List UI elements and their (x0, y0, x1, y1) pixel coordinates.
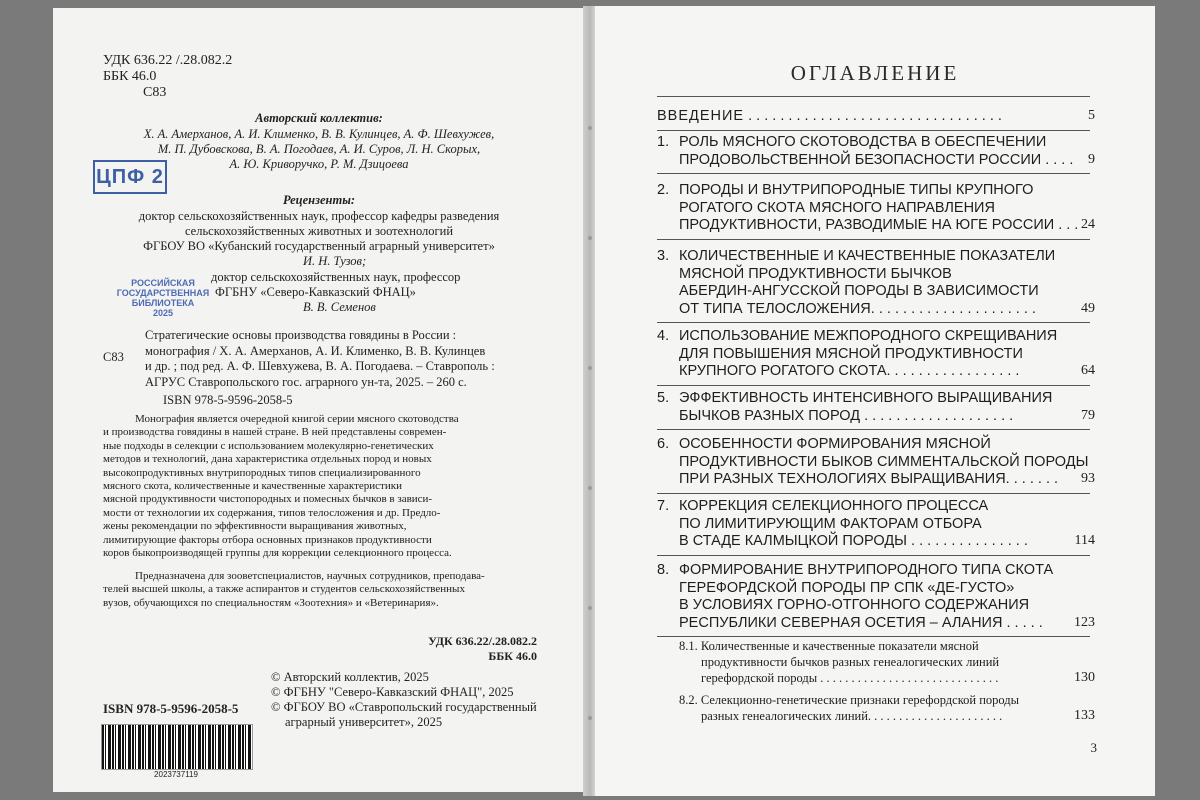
toc-entry-line: ПРОДУКТИВНОСТИ, РАЗВОДИМЫЕ НА ЮГЕ РОССИИ . . . (679, 217, 1079, 233)
toc-title: ОГЛАВЛЕНИЕ (790, 61, 960, 85)
toc-entry-line: ПРОДОВОЛЬСТВЕННОЙ БЕЗОПАСНОСТИ РОССИИ . . . . (679, 151, 1074, 168)
toc-subentry-line: 8.1. Количественные и качественные показатели мясной (679, 639, 979, 653)
bibliographic-record: Стратегические основы производства говядины в России : монография / Х. А. Амерханов, А. И. Клименко, В. В. Кулинцев и др. ; под ред. А. Ф. Шевхужева, В. А. Погодаева. – Ставрополь : АГРУС Ставропольского гос. аграрного ун-та, 2025. – 260 с. (145, 328, 495, 389)
toc-page: 79 (1081, 407, 1095, 423)
toc-entry-line: БЫЧКОВ РАЗНЫХ ПОРОД . . . . . . . . . . . . . . . . . . . (679, 407, 1014, 424)
toc-page: 114 (1074, 533, 1095, 548)
right-page (595, 6, 1155, 796)
toc-subentry-line: продуктивности бычков разных генеалогических линий (701, 655, 1000, 669)
section-rule (657, 493, 1090, 494)
toc-entry-line: В УСЛОВИЯХ ГОРНО-ОТГОННОГО СОДЕРЖАНИЯ (679, 597, 1030, 613)
reviewer-name: В. В. Семенов (303, 300, 376, 314)
reviewer-line: доктор сельскохозяйственных наук, профессор (211, 270, 461, 284)
toc-entry-line: ПО ЛИМИТИРУЮЩИМ ФАКТОРАМ ОТБОРА (679, 515, 982, 532)
isbn-line: ISBN 978-5-9596-2058-5 (163, 393, 293, 407)
reviewer-line: доктор сельскохозяйственных наук, профессор кафедры разведения (138, 209, 500, 223)
toc-subentry-line: герефордской породы . . . . . . . . . . . . . . . . . . . . . . . . . . . . . (701, 671, 999, 685)
section-rule (657, 429, 1090, 430)
toc-entry-line: ДЛЯ ПОВЫШЕНИЯ МЯСНОЙ ПРОДУКТИВНОСТИ (679, 345, 1023, 362)
toc-page: 9 (1088, 151, 1095, 167)
toc-entry (657, 328, 1097, 381)
toc-page: 130 (1074, 670, 1095, 685)
bbk-code: ББК 46.0 (103, 69, 157, 84)
copyright-block: © Авторский коллектив, 2025 © ФГБНУ "Северо-Кавказский ФНАЦ", 2025 © ФГБОУ ВО «Ставропольский государственный аграрный университет», 2025 (271, 670, 537, 729)
toc-entry (657, 390, 1097, 425)
toc-entry (657, 498, 1097, 551)
section-rule (657, 239, 1090, 240)
toc-entry-line: КОЛИЧЕСТВЕННЫЕ И КАЧЕСТВЕННЫЕ ПОКАЗАТЕЛИ (679, 248, 1056, 264)
reviewer-line: ФГБНУ «Северо-Кавказский ФНАЦ» (215, 285, 416, 299)
toc-entry-line: РОГАТОГО СКОТА МЯСНОГО НАПРАВЛЕНИЯ (679, 199, 995, 216)
barcode-number: 2023737119 (154, 770, 198, 779)
page-number: 3 (1090, 740, 1097, 755)
author-mark: С83 (143, 85, 167, 100)
toc-page: 133 (1074, 708, 1095, 723)
toc-entry-number: 8. (657, 562, 670, 578)
toc-entry-line: ФОРМИРОВАНИЕ ВНУТРИПОРОДНОГО ТИПА СКОТА (679, 562, 1054, 578)
authors-heading: Авторский коллектив: (255, 111, 383, 125)
toc-entry-line: РОЛЬ МЯСНОГО СКОТОВОДСТВА В ОБЕСПЕЧЕНИИ (679, 134, 1047, 150)
toc-entry (657, 182, 1097, 235)
bbk-bottom: ББК 46.0 (488, 649, 537, 663)
reviewers-heading: Рецензенты: (282, 193, 356, 207)
section-rule (657, 636, 1090, 637)
toc-subentry (679, 692, 1099, 724)
authors-line: Х. А. Амерханов, А. И. Клименко, В. В. Кулинцев, А. Ф. Шевхужев, (143, 127, 495, 141)
abstract: Монография является очередной книгой серии мясного скотоводства и производства говядины в нашей стране. В ней представлены современ- ные подходы в селекции с использованием молекулярно-генетических методов и технологий, дана характеристика отдельных пород и новых высокопродуктивных внутрипородных типов специализированного мясного скота, количественные и качественные характеристики мясной продуктивности чистопородных и помесных бычков в зависи- мости от технологии их содержания, типов телосложения и др. Предло- жены рекомендации по эффективности выращивания животных, лимитирующие факторы отбора основных признаков продуктивности коров быкопроизводящей группы для коррекции селекционного процесса. (103, 413, 459, 560)
section-rule (657, 322, 1090, 323)
toc-entry-line: ПРОДУКТИВНОСТИ БЫКОВ СИММЕНТАЛЬСКОЙ ПОРОДЫ (679, 453, 1089, 470)
toc-entry-line: КОРРЕКЦИЯ СЕЛЕКЦИОННОГО ПРОЦЕССА (679, 498, 989, 514)
section-rule (657, 555, 1090, 556)
isbn-bottom: ISBN 978-5-9596-2058-5 (103, 701, 239, 716)
toc-subentry (679, 638, 1099, 686)
toc-entry-line: В СТАДЕ КАЛМЫЦКОЙ ПОРОДЫ . . . . . . . . . . . . . . . (679, 533, 1028, 549)
left-page (53, 8, 585, 792)
toc-entry-line: РЕСПУБЛИКИ СЕВЕРНАЯ ОСЕТИЯ – АЛАНИЯ . . . . . (679, 614, 1043, 631)
toc-subentry-line: разных генеалогических линий. . . . . . . . . . . . . . . . . . . . . . (701, 709, 1003, 723)
toc-entry (657, 436, 1097, 489)
toc-entry-line: ОСОБЕННОСТИ ФОРМИРОВАНИЯ МЯСНОЙ (679, 436, 991, 452)
section-rule (657, 173, 1090, 174)
toc-page: 24 (1081, 217, 1095, 232)
authors-line: А. Ю. Криворучко, Р. М. Дзицоева (229, 157, 409, 171)
toc-entry-line: АБЕРДИН-АНГУССКОЙ ПОРОДЫ В ЗАВИСИМОСТИ (679, 283, 1039, 299)
section-rule (657, 130, 1090, 131)
audience: Предназначена для зооветспециалистов, научных сотрудников, преподава- телей высшей школы, а также аспирантов и студентов сельскохозяйственных вузов, обучающихся по специальностям «Зоотехния» и «Ветеринария». (103, 570, 485, 609)
library-stamp: РОССИЙСКАЯ ГОСУДАРСТВЕННАЯ БИБЛИОТЕКА 2025 (116, 278, 210, 318)
toc-subentry-line: 8.2. Селекционно-генетические признаки герефордской породы (679, 693, 1020, 707)
toc-entry (657, 562, 1097, 632)
udk-code: УДК 636.22 /.28.082.2 (103, 53, 233, 68)
title-rule (657, 96, 1090, 97)
toc-entry-number: 5. (657, 390, 670, 406)
udk-bottom: УДК 636.22/.28.082.2 (428, 634, 537, 648)
section-rule (657, 385, 1090, 386)
toc-entry-line: КРУПНОГО РОГАТОГО СКОТА. . . . . . . . . . . . . . . . . (679, 363, 1020, 379)
cpf-stamp: ЦПФ 2 (93, 160, 167, 194)
toc-page: 64 (1081, 363, 1095, 378)
toc-entry-line: ОТ ТИПА ТЕЛОСЛОЖЕНИЯ. . . . . . . . . . . . . . . . . . . . . (679, 300, 1036, 317)
toc-entry-line: ИСПОЛЬЗОВАНИЕ МЕЖПОРОДНОГО СКРЕЩИВАНИЯ (679, 328, 1058, 344)
biblio-mark: С83 (103, 350, 124, 364)
reviewer-name: И. Н. Тузов; (303, 254, 367, 268)
toc-entry (657, 248, 1097, 318)
toc-entry-intro: ВВЕДЕНИЕ . . . . . . . . . . . . . . . . . . . . . . . . . . . . . . . . (657, 108, 1002, 124)
toc-entry-number: 6. (657, 436, 670, 452)
authors-line: М. П. Дубовскова, В. А. Погодаев, А. И. Суров, Л. Н. Скорых, (157, 142, 481, 156)
toc-entry-number: 7. (657, 498, 670, 514)
toc-entry-line: МЯСНОЙ ПРОДУКТИВНОСТИ БЫЧКОВ (679, 265, 952, 282)
toc-page: 123 (1074, 614, 1095, 630)
toc-page: 5 (1088, 108, 1095, 123)
toc-entry-line: ГЕРЕФОРДСКОЙ ПОРОДЫ ПР СПК «ДЕ-ГУСТО» (679, 579, 1015, 596)
toc-entry-number: 2. (657, 182, 670, 198)
toc-entry-number: 3. (657, 248, 670, 264)
toc-page: 49 (1081, 300, 1095, 316)
reviewer-line: ФГБОУ ВО «Кубанский государственный аграрный университет» (143, 239, 495, 253)
toc-entry-line: ПОРОДЫ И ВНУТРИПОРОДНЫЕ ТИПЫ КРУПНОГО (679, 182, 1034, 198)
reviewer-line: сельскохозяйственных животных и зоотехнологий (184, 224, 454, 238)
toc-entry-line: ПРИ РАЗНЫХ ТЕХНОЛОГИЯХ ВЫРАЩИВАНИЯ. . . . . . . (679, 471, 1059, 487)
barcode (101, 724, 253, 770)
toc-entry-line: ЭФФЕКТИВНОСТЬ ИНТЕНСИВНОГО ВЫРАЩИВАНИЯ (679, 390, 1053, 406)
toc-page: 93 (1081, 471, 1095, 486)
toc-entry (657, 134, 1097, 169)
toc-entry-number: 1. (657, 134, 670, 150)
toc-entry-number: 4. (657, 328, 670, 344)
